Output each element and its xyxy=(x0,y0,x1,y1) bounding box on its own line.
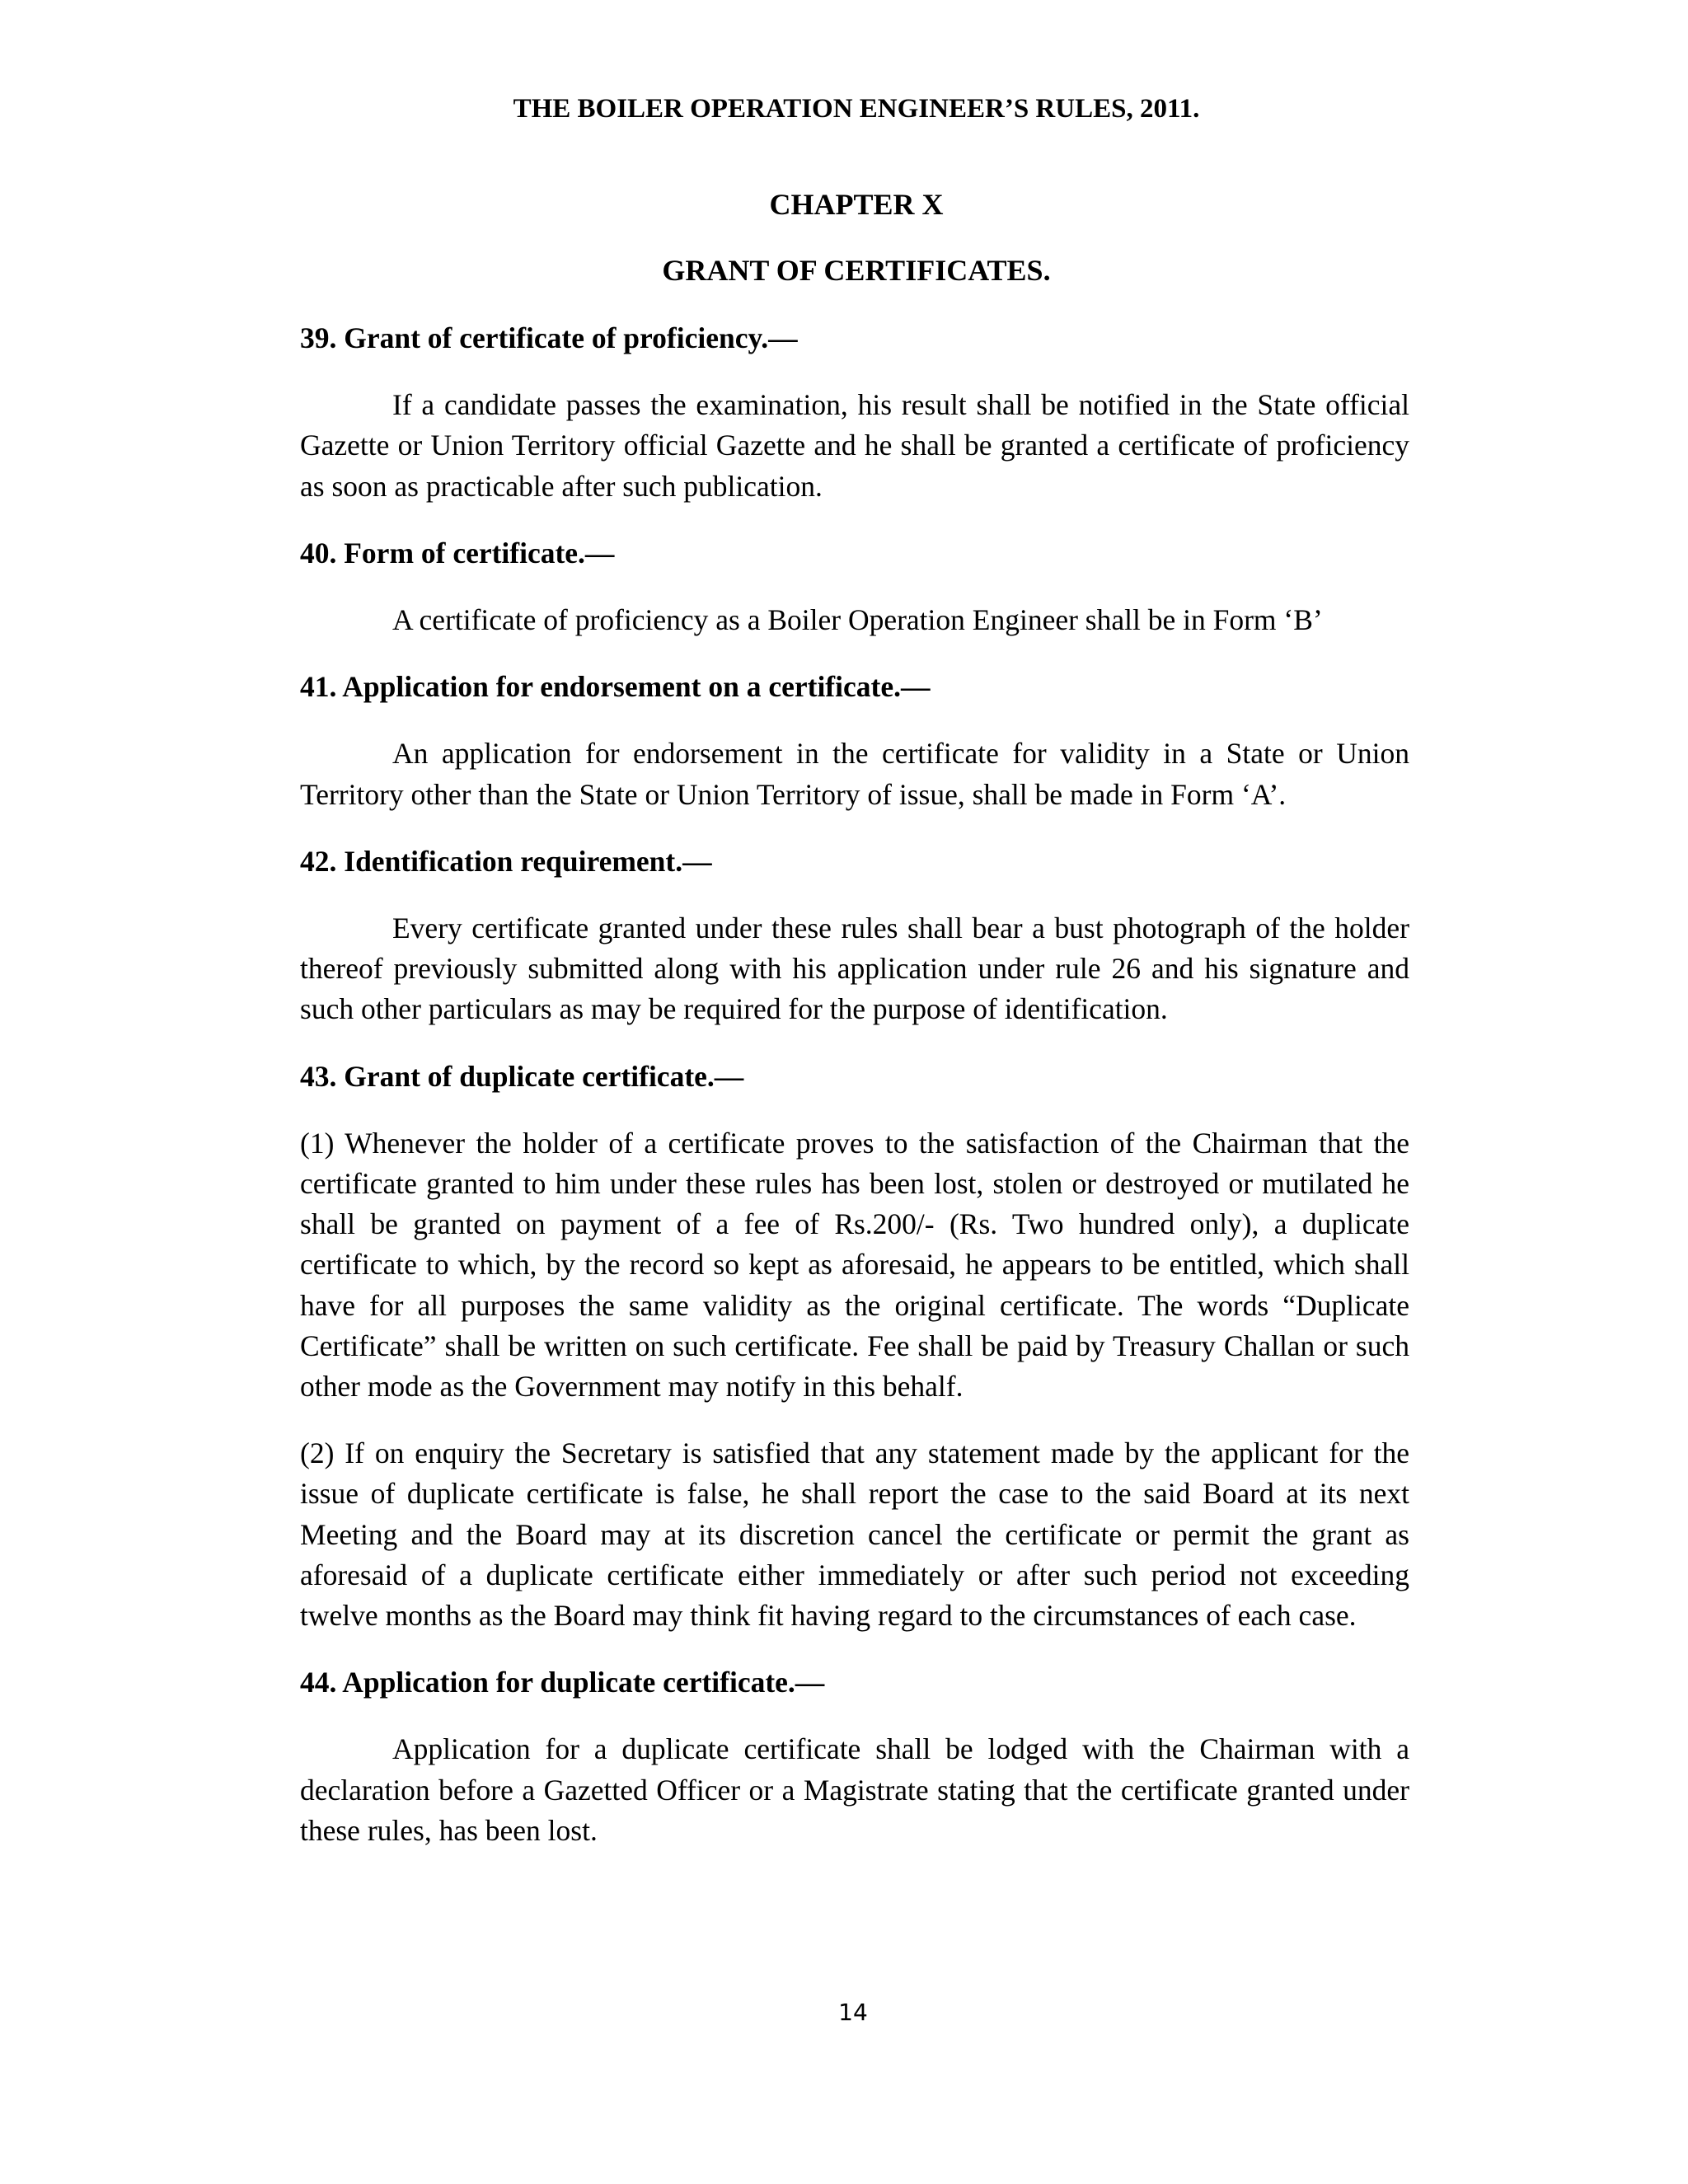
section-41-paragraph: An application for endorsement in the certificate for validity in a State or Union Territory other than the State or Union Territory of issue, shall be made in Form ‘A’. xyxy=(300,737,1409,811)
section-heading-44: 44. Application for duplicate certificate.— xyxy=(300,1666,825,1699)
section-heading-41: 41. Application for endorsement on a certificate.— xyxy=(300,670,931,704)
section-43-subparagraph-1: (1) Whenever the holder of a certificate proves to the satisfaction of the Chairman that the certificate granted to him under these rules has been lost, stolen or destroyed or mutilated he shall be granted on payment of a fee of Rs.200/- (Rs. Two hundred only), a duplicate certificate to which, by the record so kept as aforesaid, he appears to be entitled, which shall have for all purposes the same validity as the original certificate. The words “Duplicate Certificate” shall be written on such certificate. Fee shall be paid by Treasury Challan or such other mode as the Government may notify in this behalf. xyxy=(300,1126,1409,1404)
document-title: THE BOILER OPERATION ENGINEER’S RULES, 2011. xyxy=(513,94,1200,124)
section-heading-39: 39. Grant of certificate of proficiency.— xyxy=(300,321,798,354)
chapter-heading: CHAPTER X xyxy=(769,188,944,221)
page-number: 14 xyxy=(838,1999,868,2026)
section-39-paragraph: If a candidate passes the examination, his result shall be notified in the State official Gazette or Union Territory official Gazette and he shall be granted a certificate of proficiency as soon as practicable after such publication. xyxy=(300,388,1409,503)
section-heading-43: 43. Grant of duplicate certificate.— xyxy=(300,1059,744,1093)
section-heading-42: 42. Identification requirement.— xyxy=(300,844,712,878)
section-heading-40: 40. Form of certificate.— xyxy=(300,536,615,569)
section-43-subparagraph-2: (2) If on enquiry the Secretary is satisfied that any statement made by the applicant for the issue of duplicate certificate is false, he shall report the case to the said Board at its next Meeting and the Board may at its discretion cancel the certificate or permit the grant as aforesaid of a duplicate certificate either immediately or after such period not exceeding twelve months as the Board may think fit having regard to the circumstances of each case. xyxy=(300,1436,1409,1633)
section-44-paragraph: Application for a duplicate certificate shall be lodged with the Chairman with a declaration before a Gazetted Officer or a Magistrate stating that the certificate granted under these rules, has been lost. xyxy=(300,1732,1409,1847)
section-42-paragraph: Every certificate granted under these rules shall bear a bust photograph of the holder thereof previously submitted along with his application under rule 26 and his signature and such other particulars as may be required for the purpose of identification. xyxy=(300,912,1409,1026)
section-40-paragraph: A certificate of proficiency as a Boiler Operation Engineer shall be in Form ‘B’ xyxy=(392,603,1323,637)
document-body xyxy=(300,318,1409,1877)
chapter-title: GRANT OF CERTIFICATES. xyxy=(662,254,1051,287)
